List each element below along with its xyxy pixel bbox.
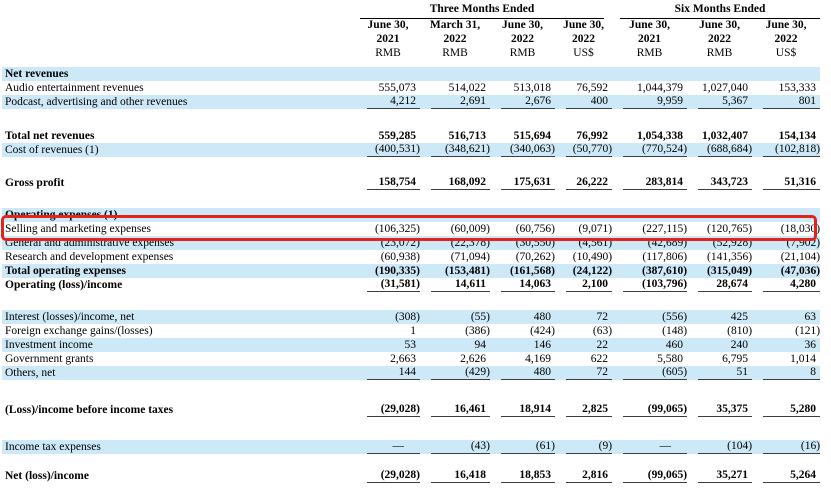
cell-value: — <box>367 440 420 454</box>
cell-value: 1,014 <box>790 353 817 365</box>
col-date-line2: 2021 <box>638 32 662 45</box>
cell-value: (4,561) <box>578 237 613 249</box>
cell-value: (52,928) <box>712 237 753 249</box>
row-label: Interest (losses)/income, net <box>2 310 356 324</box>
cell-value: 1 <box>410 325 416 337</box>
cell-value: 63 <box>804 311 817 323</box>
cell-value: 53 <box>404 339 416 351</box>
row-label: Operating expenses (1) <box>2 208 356 222</box>
cell-value: (99,065) <box>623 403 687 417</box>
cell-value: 26,222 <box>566 176 612 190</box>
cell-value: (102,818) <box>763 143 820 157</box>
group-header-row <box>2 2 820 19</box>
cell-value: (227,115) <box>642 223 688 235</box>
col-currency: RMB <box>375 47 401 59</box>
cell-value: 16,418 <box>431 469 490 483</box>
col-date-line1: June 30, <box>502 19 543 31</box>
col-date-line2: 2022 <box>443 32 467 45</box>
cell-value: 2,691 <box>431 95 490 109</box>
col-date-line1: June 30, <box>367 19 409 31</box>
table-row <box>2 469 820 483</box>
cell-value: 2,100 <box>566 278 612 292</box>
cell-value: (190,335) <box>374 265 420 277</box>
cell-value: (106,325) <box>374 223 420 235</box>
column-header <box>687 19 752 67</box>
col-date-line1: June 30, <box>563 19 604 31</box>
cell-value: 513,018 <box>513 82 551 94</box>
row-label: Investment income <box>2 338 356 352</box>
cell-value: (117,806) <box>642 251 688 263</box>
row-label: Foreign exchange gains/(losses) <box>5 324 153 337</box>
cell-value: 94 <box>474 339 486 351</box>
col-date-line2: 2021 <box>376 32 400 45</box>
cell-value: (387,610) <box>641 265 688 277</box>
table-row <box>2 208 820 222</box>
cell-value: 175,631 <box>501 176 555 190</box>
cell-value: 18,914 <box>501 403 555 417</box>
cell-value: 425 <box>730 311 749 323</box>
cell-value: (16) <box>763 440 820 454</box>
col-date-line1: March 31, <box>429 19 481 31</box>
row-label: Cost of revenues (1) <box>2 143 356 157</box>
cell-value: (23,072) <box>380 237 420 249</box>
cell-value: (429) <box>431 366 490 380</box>
row-label: Total operating expenses <box>2 264 356 278</box>
table-row <box>2 67 820 81</box>
table-row <box>2 143 820 157</box>
cell-value: (556) <box>662 311 688 323</box>
cell-value: (308) <box>395 311 420 323</box>
cell-value: (424) <box>530 325 555 337</box>
row-label: Research and development expenses <box>5 250 174 263</box>
column-header-row <box>2 19 820 67</box>
cell-value: 72 <box>596 311 609 323</box>
cell-value: (29,028) <box>367 403 420 417</box>
row-label: Podcast, advertising and other revenues <box>2 95 356 109</box>
table-row <box>2 176 820 190</box>
col-date-line2: 2022 <box>774 32 798 45</box>
cell-value: (29,028) <box>367 469 420 483</box>
cell-value: 168,092 <box>431 176 490 190</box>
table-row <box>2 352 820 366</box>
spacer-row <box>2 109 820 129</box>
col-date-line1: June 30, <box>629 19 670 31</box>
col-currency: US$ <box>573 47 594 59</box>
cell-value: (340,063) <box>501 143 555 157</box>
row-label: Government grants <box>5 352 94 365</box>
spacer-row <box>2 417 820 440</box>
cell-value: 343,723 <box>698 176 752 190</box>
cell-value: 5,367 <box>698 95 752 109</box>
table-row <box>2 278 820 292</box>
cell-value: 22 <box>596 339 609 351</box>
cell-value: 18,853 <box>501 469 555 483</box>
cell-value: (121) <box>795 325 821 337</box>
table-row <box>2 264 820 278</box>
cell-value: 1,027,040 <box>702 82 749 94</box>
cell-value: (315,049) <box>706 265 753 277</box>
cell-value: 35,271 <box>698 469 752 483</box>
row-label: Selling and marketing expenses <box>5 222 151 235</box>
group-header-three-months <box>356 2 612 19</box>
cell-value: 6,795 <box>722 353 749 365</box>
cell-value: 28,674 <box>698 278 752 292</box>
table-row <box>2 403 820 417</box>
cell-value: (63) <box>592 325 613 337</box>
row-label: Operating (loss)/income <box>5 278 123 291</box>
cell-value: (21,104) <box>780 251 821 263</box>
cell-value: 36 <box>804 339 817 351</box>
column-header <box>752 19 820 67</box>
cell-value: 516,713 <box>448 130 486 142</box>
column-header <box>490 19 555 67</box>
group-header-six-months <box>612 2 820 19</box>
cell-value: 555,073 <box>378 82 416 94</box>
group-label-six-months: Six Months Ended <box>620 3 820 19</box>
table-row <box>2 366 820 380</box>
row-label: Total net revenues <box>5 129 95 142</box>
table-row <box>2 324 820 338</box>
spacer-row <box>2 190 820 208</box>
cell-value: 514,022 <box>448 82 486 94</box>
row-label: (Loss)/income before income taxes <box>5 403 174 416</box>
cell-value: (71,094) <box>450 251 490 263</box>
cell-value: 515,694 <box>513 130 551 142</box>
cell-value: (400,531) <box>367 143 420 157</box>
cell-value: (50,770) <box>566 143 612 157</box>
cell-value: (141,356) <box>706 251 753 263</box>
cell-value: 480 <box>533 311 551 323</box>
cell-value: 1,054,338 <box>637 130 684 142</box>
cell-value: (148) <box>662 325 688 337</box>
col-date-line1: June 30, <box>699 19 740 31</box>
cell-value: (47,036) <box>780 265 821 277</box>
cell-value: (30,550) <box>515 237 555 249</box>
col-date-line2: 2022 <box>511 32 534 45</box>
table-row <box>2 310 820 324</box>
table-row <box>2 222 820 236</box>
cell-value: (60,756) <box>515 223 555 235</box>
table-row <box>2 440 820 454</box>
spacer-row <box>2 157 820 176</box>
cell-value: 4,212 <box>367 95 420 109</box>
cell-value: (60,009) <box>450 223 490 235</box>
cell-value: (153,481) <box>444 265 490 277</box>
row-label: Net (loss)/income <box>5 469 89 482</box>
cell-value: 5,580 <box>657 353 684 365</box>
col-currency: RMB <box>442 47 468 59</box>
cell-value: (43) <box>431 440 490 454</box>
cell-value: 400 <box>566 95 612 109</box>
cell-value: (22,378) <box>450 237 490 249</box>
cell-value: (103,796) <box>623 278 687 292</box>
column-header <box>555 19 612 67</box>
col-date-line1: June 30, <box>765 19 807 31</box>
table-row <box>2 95 820 109</box>
cell-value: (605) <box>623 366 687 380</box>
cell-value: 51 <box>698 366 752 380</box>
cell-value: (31,581) <box>367 278 420 292</box>
table-row <box>2 338 820 352</box>
cell-value: (70,262) <box>515 251 555 263</box>
cell-value: 480 <box>501 366 555 380</box>
column-header <box>612 19 687 67</box>
cell-value: 76,992 <box>576 130 609 142</box>
label-column-stub <box>2 19 356 67</box>
group-label-three-months: Three Months Ended <box>360 3 604 19</box>
spacer-row <box>2 292 820 310</box>
row-label: Gross profit <box>5 176 65 189</box>
table-row <box>2 81 820 95</box>
cell-value: 72 <box>566 366 612 380</box>
cell-value: (9) <box>566 440 612 454</box>
col-currency: US$ <box>775 47 797 59</box>
cell-value: (688,684) <box>698 143 752 157</box>
col-currency: RMB <box>636 47 663 59</box>
col-currency: RMB <box>509 47 536 59</box>
cell-value: 2,816 <box>566 469 612 483</box>
label-column-stub <box>2 2 356 19</box>
cell-value: (24,122) <box>572 265 613 277</box>
cell-value: (61) <box>501 440 555 454</box>
cell-value: 4,280 <box>763 278 820 292</box>
cell-value: 154,134 <box>778 130 817 142</box>
cell-value: 1,032,407 <box>702 130 749 142</box>
cell-value: (810) <box>727 325 753 337</box>
cell-value: 5,264 <box>763 469 820 483</box>
cell-value: 2,663 <box>390 353 416 365</box>
cell-value: (9,071) <box>578 223 613 235</box>
cell-value: 14,611 <box>431 278 490 292</box>
table-row <box>2 236 820 250</box>
cell-value: 2,626 <box>460 353 486 365</box>
cell-value: — <box>623 440 687 454</box>
column-header <box>420 19 490 67</box>
cell-value: 801 <box>763 95 820 109</box>
row-label: Others, net <box>2 366 356 380</box>
cell-value: 16,461 <box>431 403 490 417</box>
income-statement-table <box>2 2 820 483</box>
row-label: Audio entertainment revenues <box>5 81 144 94</box>
cell-value: 460 <box>665 339 684 351</box>
cell-value: (120,765) <box>706 223 753 235</box>
cell-value: (60,938) <box>380 251 420 263</box>
cell-value: 35,375 <box>698 403 752 417</box>
cell-value: (42,689) <box>647 237 688 249</box>
cell-value: 622 <box>590 353 609 365</box>
col-date-line2: 2022 <box>572 32 596 45</box>
cell-value: 2,676 <box>501 95 555 109</box>
cell-value: 559,285 <box>378 130 416 142</box>
cell-value: 283,814 <box>623 176 687 190</box>
cell-value: (348,621) <box>431 143 490 157</box>
cell-value: (161,568) <box>509 265 555 277</box>
row-label: Income tax expenses <box>2 440 356 454</box>
cell-value: 146 <box>533 339 551 351</box>
cell-value: 76,592 <box>576 82 609 94</box>
cell-value: (10,490) <box>572 251 613 263</box>
cell-value: 51,316 <box>763 176 820 190</box>
cell-value: (55) <box>470 311 490 323</box>
cell-value: 1,044,379 <box>637 82 684 94</box>
col-currency: RMB <box>706 47 733 59</box>
cell-value: 9,959 <box>623 95 687 109</box>
cell-value: 14,063 <box>501 278 555 292</box>
cell-value: 240 <box>730 339 749 351</box>
table-row <box>2 129 820 143</box>
cell-value: 4,169 <box>525 353 551 365</box>
row-label: Net revenues <box>2 67 356 81</box>
cell-value: 144 <box>367 366 420 380</box>
row-label: General and administrative expenses <box>2 236 356 250</box>
table-body <box>2 67 820 483</box>
cell-value: 158,754 <box>367 176 420 190</box>
cell-value: 153,333 <box>778 82 817 94</box>
spacer-row <box>2 380 820 403</box>
cell-value: (7,902) <box>786 237 821 249</box>
cell-value: (104) <box>698 440 752 454</box>
cell-value: 2,825 <box>566 403 612 417</box>
spacer-row <box>2 454 820 469</box>
cell-value: (99,065) <box>623 469 687 483</box>
cell-value: 8 <box>763 366 820 380</box>
table-row <box>2 250 820 264</box>
col-date-line2: 2022 <box>708 32 732 45</box>
cell-value: (386) <box>465 325 490 337</box>
cell-value: (770,524) <box>623 143 687 157</box>
cell-value: (18,030) <box>780 223 821 235</box>
cell-value: 5,280 <box>763 403 820 417</box>
column-header <box>356 19 420 67</box>
